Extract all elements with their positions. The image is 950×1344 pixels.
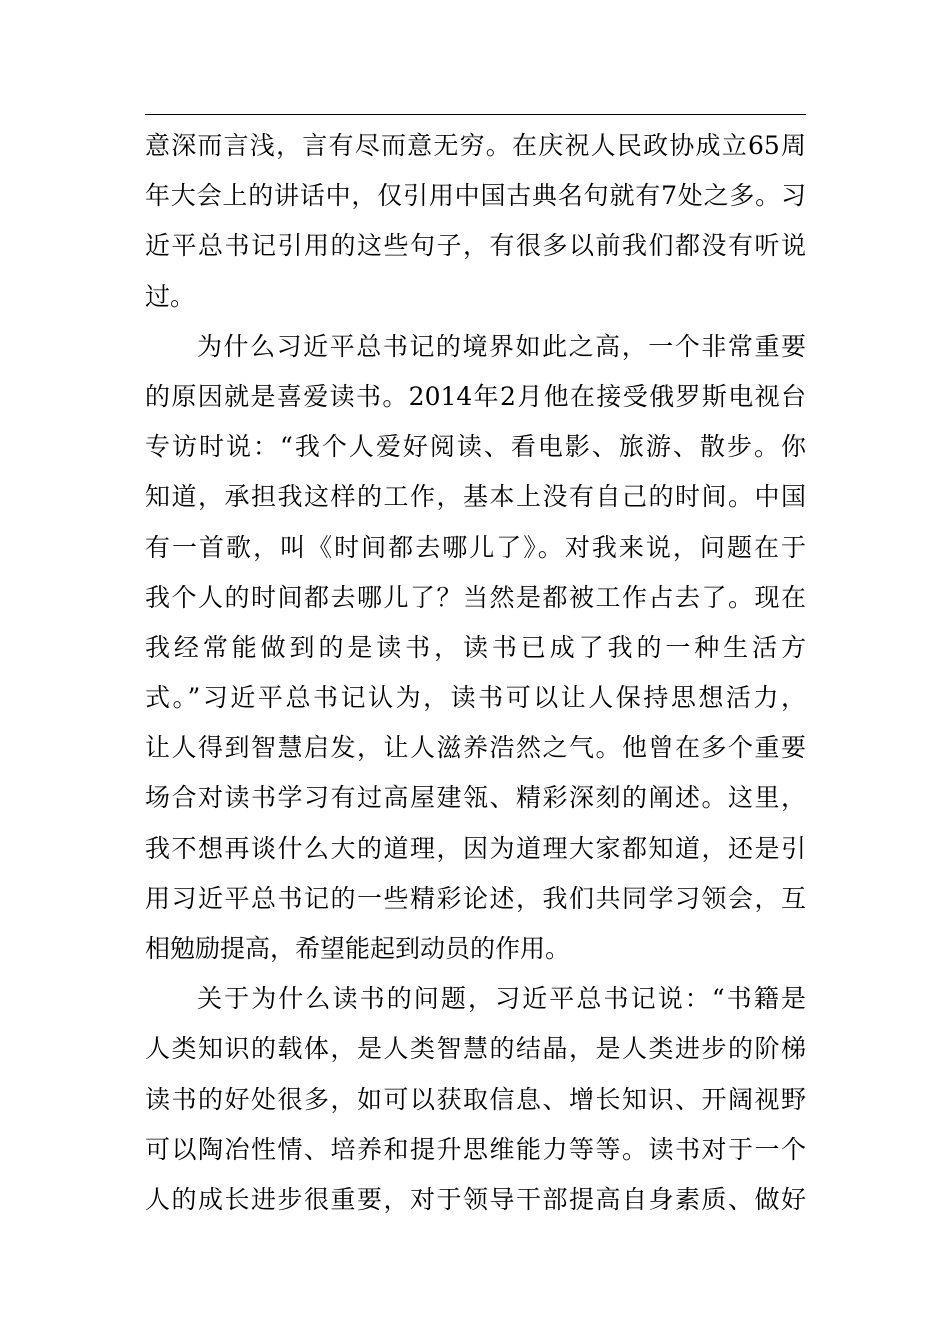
text-line: 让人得到智慧启发，让人滋养浩然之气。他曾在多个重要 (145, 733, 806, 763)
text-line: 用习近平总书记的一些精彩论述，我们共同学习领会，互 (145, 883, 806, 913)
text-line: 为什么习近平总书记的境界如此之高，一个非常重要 (197, 331, 806, 361)
text-line: 式。”习近平总书记认为，读书可以让人保持思想活力， (145, 683, 806, 713)
text-line: 相勉励提高，希望能起到动员的作用。 (145, 934, 571, 963)
text-line: 场合对读书学习有过高屋建瓴、精彩深刻的阐述。这里， (145, 783, 806, 813)
text-line: 意深而言浅，言有尽而意无穷。在庆祝人民政协成立65周 (145, 131, 806, 160)
text-line: 读书的好处很多，如可以获取信息、增长知识、开阔视野 (145, 1084, 806, 1114)
text-line: 近平总书记引用的这些句子，有很多以前我们都没有听说 (145, 231, 806, 261)
text-line: 我不想再谈什么大的道理，因为道理大家都知道，还是引 (145, 833, 806, 863)
text-line: 过。 (145, 281, 196, 311)
text-line: 可以陶冶性情、培养和提升思维能力等等。读书对于一个 (145, 1134, 806, 1164)
text-line: 我个人的时间都去哪儿了？当然是都被工作占去了。现在 (145, 582, 806, 612)
text-line: 知道，承担我这样的工作，基本上没有自己的时间。中国 (145, 482, 806, 512)
text-line: 人类知识的载体，是人类智慧的结晶，是人类进步的阶梯 (145, 1034, 806, 1064)
text-line: 我经常能做到的是读书，读书已成了我的一种生活方 (145, 632, 806, 662)
text-line: 的原因就是喜爱读书。2014年2月他在接受俄罗斯电视台 (145, 381, 806, 411)
header-rule (145, 114, 806, 115)
text-line: 人的成长进步很重要，对于领导干部提高自身素质、做好 (145, 1184, 806, 1214)
text-line: 专访时说：“我个人爱好阅读、看电影、旅游、散步。你 (145, 432, 806, 462)
text-line: 有一首歌，叫《时间都去哪儿了》。对我来说，问题在于 (145, 532, 806, 562)
text-line: 关于为什么读书的问题，习近平总书记说：“书籍是 (197, 984, 806, 1014)
text-line: 年大会上的讲话中，仅引用中国古典名句就有7处之多。习 (145, 181, 806, 211)
body-text (145, 121, 806, 1225)
